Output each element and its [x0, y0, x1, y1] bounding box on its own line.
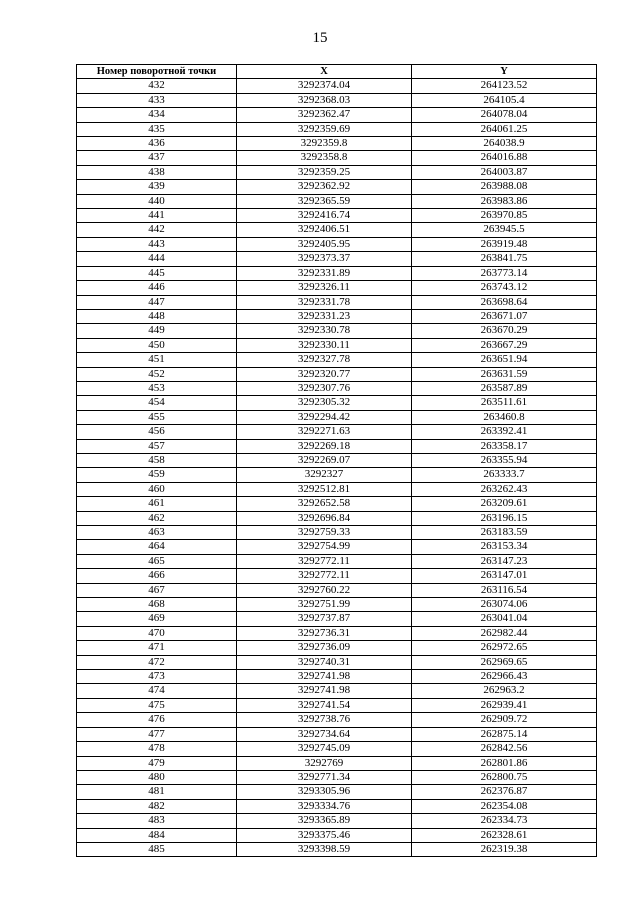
cell-y: 263671.07 — [412, 309, 597, 323]
cell-point-number: 444 — [77, 252, 237, 266]
table-row — [77, 237, 597, 251]
cell-point-number: 483 — [77, 814, 237, 828]
cell-y: 263196.15 — [412, 511, 597, 525]
cell-y: 263116.54 — [412, 583, 597, 597]
cell-x: 3292772.11 — [237, 554, 412, 568]
cell-y: 263988.08 — [412, 180, 597, 194]
cell-y: 263945.5 — [412, 223, 597, 237]
cell-y: 262328.61 — [412, 828, 597, 842]
table-body — [77, 79, 597, 857]
table-row — [77, 540, 597, 554]
cell-x: 3292405.95 — [237, 237, 412, 251]
page-number: 15 — [312, 30, 328, 46]
table-row — [77, 482, 597, 496]
table-row — [77, 814, 597, 828]
table-row — [77, 598, 597, 612]
cell-y: 262939.41 — [412, 698, 597, 712]
cell-point-number: 466 — [77, 569, 237, 583]
cell-y: 262969.65 — [412, 655, 597, 669]
table-row — [77, 180, 597, 194]
cell-point-number: 468 — [77, 598, 237, 612]
cell-x: 3292368.03 — [237, 93, 412, 107]
cell-point-number: 458 — [77, 453, 237, 467]
table-row — [77, 713, 597, 727]
cell-x: 3292374.04 — [237, 79, 412, 93]
cell-point-number: 465 — [77, 554, 237, 568]
cell-y: 263773.14 — [412, 266, 597, 280]
cell-x: 3292327.78 — [237, 353, 412, 367]
table-row — [77, 828, 597, 842]
table-row — [77, 209, 597, 223]
cell-point-number: 436 — [77, 137, 237, 151]
table-row — [77, 453, 597, 467]
table-row — [77, 223, 597, 237]
cell-x: 3292365.59 — [237, 194, 412, 208]
cell-x: 3292741.98 — [237, 670, 412, 684]
table-row — [77, 612, 597, 626]
table-row — [77, 79, 597, 93]
cell-x: 3292294.42 — [237, 410, 412, 424]
cell-point-number: 473 — [77, 670, 237, 684]
cell-y: 263074.06 — [412, 598, 597, 612]
cell-y: 263209.61 — [412, 497, 597, 511]
table-row — [77, 324, 597, 338]
cell-x: 3292737.87 — [237, 612, 412, 626]
cell-point-number: 432 — [77, 79, 237, 93]
cell-y: 263511.61 — [412, 396, 597, 410]
table-row — [77, 367, 597, 381]
cell-x: 3292271.63 — [237, 425, 412, 439]
cell-y: 262319.38 — [412, 842, 597, 856]
cell-point-number: 467 — [77, 583, 237, 597]
table-row — [77, 410, 597, 424]
cell-y: 263358.17 — [412, 439, 597, 453]
cell-x: 3292359.69 — [237, 122, 412, 136]
table-row — [77, 108, 597, 122]
table-row — [77, 842, 597, 856]
cell-point-number: 461 — [77, 497, 237, 511]
cell-point-number: 449 — [77, 324, 237, 338]
cell-point-number: 434 — [77, 108, 237, 122]
cell-x: 3293375.46 — [237, 828, 412, 842]
table-row — [77, 497, 597, 511]
cell-x: 3292330.78 — [237, 324, 412, 338]
cell-point-number: 481 — [77, 785, 237, 799]
table-row — [77, 770, 597, 784]
cell-y: 263183.59 — [412, 526, 597, 540]
table-row — [77, 626, 597, 640]
cell-point-number: 459 — [77, 468, 237, 482]
cell-point-number: 448 — [77, 309, 237, 323]
cell-point-number: 482 — [77, 799, 237, 813]
cell-y: 262966.43 — [412, 670, 597, 684]
cell-y: 263392.41 — [412, 425, 597, 439]
cell-y: 263147.01 — [412, 569, 597, 583]
cell-y: 262982.44 — [412, 626, 597, 640]
table-row — [77, 353, 597, 367]
table-row — [77, 799, 597, 813]
cell-point-number: 452 — [77, 367, 237, 381]
cell-point-number: 464 — [77, 540, 237, 554]
table-row — [77, 554, 597, 568]
cell-y: 264003.87 — [412, 165, 597, 179]
cell-y: 263153.34 — [412, 540, 597, 554]
cell-y: 264078.04 — [412, 108, 597, 122]
cell-x: 3292362.47 — [237, 108, 412, 122]
cell-y: 263333.7 — [412, 468, 597, 482]
cell-y: 263743.12 — [412, 281, 597, 295]
cell-point-number: 460 — [77, 482, 237, 496]
cell-point-number: 443 — [77, 237, 237, 251]
cell-point-number: 478 — [77, 742, 237, 756]
cell-x: 3293334.76 — [237, 799, 412, 813]
cell-y: 263919.48 — [412, 237, 597, 251]
cell-y: 262354.08 — [412, 799, 597, 813]
cell-point-number: 469 — [77, 612, 237, 626]
coordinates-table — [76, 64, 597, 857]
cell-point-number: 450 — [77, 338, 237, 352]
table-row — [77, 381, 597, 395]
cell-x: 3292362.92 — [237, 180, 412, 194]
cell-x: 3292331.89 — [237, 266, 412, 280]
cell-x: 3292512.81 — [237, 482, 412, 496]
table-row — [77, 468, 597, 482]
cell-y: 264061.25 — [412, 122, 597, 136]
cell-point-number: 438 — [77, 165, 237, 179]
table-row — [77, 742, 597, 756]
cell-y: 263147.23 — [412, 554, 597, 568]
cell-point-number: 446 — [77, 281, 237, 295]
cell-x: 3292696.84 — [237, 511, 412, 525]
cell-point-number: 437 — [77, 151, 237, 165]
cell-point-number: 441 — [77, 209, 237, 223]
table-row — [77, 641, 597, 655]
table-row — [77, 526, 597, 540]
cell-y: 262801.86 — [412, 756, 597, 770]
cell-x: 3292734.64 — [237, 727, 412, 741]
cell-point-number: 484 — [77, 828, 237, 842]
cell-y: 262875.14 — [412, 727, 597, 741]
cell-x: 3292373.37 — [237, 252, 412, 266]
cell-point-number: 471 — [77, 641, 237, 655]
cell-point-number: 480 — [77, 770, 237, 784]
table-row — [77, 439, 597, 453]
table-row — [77, 151, 597, 165]
cell-y: 262800.75 — [412, 770, 597, 784]
table-row — [77, 309, 597, 323]
cell-x: 3292745.09 — [237, 742, 412, 756]
cell-y: 263670.29 — [412, 324, 597, 338]
cell-point-number: 477 — [77, 727, 237, 741]
table-row — [77, 684, 597, 698]
cell-x: 3292269.07 — [237, 453, 412, 467]
cell-x: 3292330.11 — [237, 338, 412, 352]
cell-y: 263667.29 — [412, 338, 597, 352]
table-row — [77, 569, 597, 583]
cell-y: 263698.64 — [412, 295, 597, 309]
cell-x: 3292305.32 — [237, 396, 412, 410]
cell-y: 263587.89 — [412, 381, 597, 395]
cell-point-number: 462 — [77, 511, 237, 525]
cell-x: 3292772.11 — [237, 569, 412, 583]
table-row — [77, 655, 597, 669]
cell-y: 262334.73 — [412, 814, 597, 828]
table-row — [77, 122, 597, 136]
cell-point-number: 442 — [77, 223, 237, 237]
cell-y: 263041.04 — [412, 612, 597, 626]
cell-y: 262842.56 — [412, 742, 597, 756]
cell-x: 3292358.8 — [237, 151, 412, 165]
cell-x: 3292406.51 — [237, 223, 412, 237]
cell-point-number: 457 — [77, 439, 237, 453]
cell-x: 3292738.76 — [237, 713, 412, 727]
table-row — [77, 137, 597, 151]
cell-point-number: 479 — [77, 756, 237, 770]
cell-y: 263631.59 — [412, 367, 597, 381]
cell-y: 264038.9 — [412, 137, 597, 151]
cell-x: 3292751.99 — [237, 598, 412, 612]
cell-x: 3292741.98 — [237, 684, 412, 698]
cell-x: 3292326.11 — [237, 281, 412, 295]
cell-x: 3292741.54 — [237, 698, 412, 712]
cell-y: 264016.88 — [412, 151, 597, 165]
table-row — [77, 756, 597, 770]
cell-x: 3292320.77 — [237, 367, 412, 381]
cell-point-number: 435 — [77, 122, 237, 136]
cell-point-number: 439 — [77, 180, 237, 194]
cell-x: 3292652.58 — [237, 497, 412, 511]
header-y: Y — [412, 65, 597, 79]
cell-y: 263970.85 — [412, 209, 597, 223]
table-row — [77, 281, 597, 295]
cell-point-number: 474 — [77, 684, 237, 698]
cell-point-number: 451 — [77, 353, 237, 367]
cell-point-number: 447 — [77, 295, 237, 309]
cell-y: 262963.2 — [412, 684, 597, 698]
table-header-row — [77, 65, 597, 79]
cell-point-number: 470 — [77, 626, 237, 640]
cell-x: 3292269.18 — [237, 439, 412, 453]
table-row — [77, 727, 597, 741]
table-row — [77, 698, 597, 712]
cell-point-number: 475 — [77, 698, 237, 712]
table-row — [77, 425, 597, 439]
cell-point-number: 453 — [77, 381, 237, 395]
header-point-number: Номер поворотной точки — [77, 65, 237, 79]
table-row — [77, 266, 597, 280]
cell-point-number: 463 — [77, 526, 237, 540]
cell-x: 3292331.23 — [237, 309, 412, 323]
cell-y: 262909.72 — [412, 713, 597, 727]
cell-x: 3292754.99 — [237, 540, 412, 554]
cell-x: 3292760.22 — [237, 583, 412, 597]
cell-point-number: 485 — [77, 842, 237, 856]
table-row — [77, 670, 597, 684]
cell-point-number: 454 — [77, 396, 237, 410]
cell-x: 3293398.59 — [237, 842, 412, 856]
cell-point-number: 433 — [77, 93, 237, 107]
cell-point-number: 472 — [77, 655, 237, 669]
cell-y: 264123.52 — [412, 79, 597, 93]
cell-point-number: 455 — [77, 410, 237, 424]
cell-y: 263460.8 — [412, 410, 597, 424]
cell-point-number: 440 — [77, 194, 237, 208]
cell-point-number: 456 — [77, 425, 237, 439]
table-row — [77, 165, 597, 179]
cell-y: 262376.87 — [412, 785, 597, 799]
table-row — [77, 93, 597, 107]
cell-x: 3292359.8 — [237, 137, 412, 151]
cell-x: 3292771.34 — [237, 770, 412, 784]
cell-x: 3292416.74 — [237, 209, 412, 223]
table-row — [77, 396, 597, 410]
cell-x: 3292740.31 — [237, 655, 412, 669]
cell-y: 263651.94 — [412, 353, 597, 367]
cell-y: 263983.86 — [412, 194, 597, 208]
cell-y: 263355.94 — [412, 453, 597, 467]
header-x: X — [237, 65, 412, 79]
table-row — [77, 511, 597, 525]
cell-x: 3293305.96 — [237, 785, 412, 799]
cell-y: 263841.75 — [412, 252, 597, 266]
cell-point-number: 445 — [77, 266, 237, 280]
table-row — [77, 295, 597, 309]
cell-x: 3292736.09 — [237, 641, 412, 655]
cell-x: 3292759.33 — [237, 526, 412, 540]
cell-x: 3292327 — [237, 468, 412, 482]
cell-point-number: 476 — [77, 713, 237, 727]
cell-x: 3292736.31 — [237, 626, 412, 640]
cell-y: 262972.65 — [412, 641, 597, 655]
table-row — [77, 252, 597, 266]
cell-y: 263262.43 — [412, 482, 597, 496]
table-row — [77, 194, 597, 208]
table-row — [77, 785, 597, 799]
cell-x: 3292307.76 — [237, 381, 412, 395]
table-row — [77, 338, 597, 352]
cell-x: 3293365.89 — [237, 814, 412, 828]
cell-x: 3292359.25 — [237, 165, 412, 179]
cell-x: 3292331.78 — [237, 295, 412, 309]
cell-y: 264105.4 — [412, 93, 597, 107]
cell-x: 3292769 — [237, 756, 412, 770]
table-row — [77, 583, 597, 597]
